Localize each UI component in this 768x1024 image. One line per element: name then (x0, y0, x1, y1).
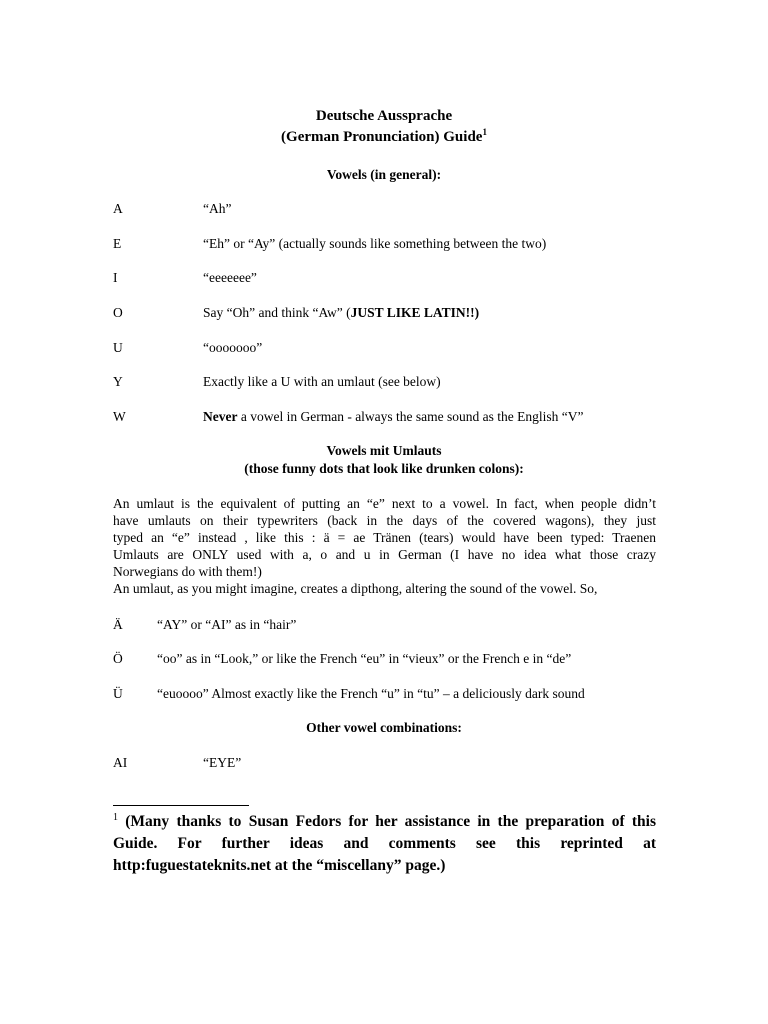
umlaut-letter: Ä (113, 617, 123, 632)
paragraph-line: Umlauts are ONLY used with a, o and u in German (I have no idea what those crazy (113, 547, 656, 562)
vowel-description: Never a vowel in German - always the same sound as the English “V” (203, 409, 584, 424)
title-line-2: (German Pronunciation) Guide (281, 129, 483, 145)
paragraph-line: have umlauts on their typewriters (back in the days of the covered wagons), they just (113, 513, 656, 528)
footnote (113, 811, 656, 877)
umlaut-heading-line-2: (those funny dots that look like drunken colons): (244, 461, 524, 476)
combo-letters: AI (113, 755, 128, 770)
umlaut-description: “euoooo” Almost exactly like the French “u” in “tu” – a deliciously dark sound (157, 686, 585, 701)
umlaut-subheading (0, 461, 768, 477)
footnote-mark: 1 (113, 811, 118, 823)
vowel-letter: Y (113, 374, 123, 389)
emphasis-text: JUST LIKE LATIN!!) (350, 305, 480, 320)
paragraph-line: An umlaut is the equivalent of putting an “e” next to a vowel. In fact, when people didn’t (113, 496, 656, 511)
vowel-letter: U (113, 340, 123, 355)
footnote-line: $^1$ (Many thanks to Susan Fedors for her assistance in the preparation of this (113, 811, 656, 830)
footnote-line: Guide. For further ideas and comments see this reprinted at (113, 835, 656, 852)
footnote-line: http:fuguestateknits.net at the “miscellany” page.) (113, 857, 446, 874)
umlaut-heading (0, 443, 768, 459)
footnote-divider (113, 805, 249, 806)
vowel-letter: E (113, 236, 122, 251)
paragraph-second: An umlaut, as you might imagine, creates a dipthong, altering the sound of the vowel. So, (113, 581, 598, 596)
footnote-reference: 1 (482, 127, 487, 137)
vowel-letter: A (113, 201, 123, 216)
vowel-letter: I (113, 270, 118, 285)
vowel-description: Say “Oh” and think “Aw” (JUST LIKE LATIN!!) (203, 305, 480, 320)
vowel-letter: W (113, 409, 126, 424)
umlaut-description: “AY” or “AI” as in “hair” (157, 617, 297, 632)
vowel-description: Exactly like a U with an umlaut (see below) (203, 374, 441, 389)
umlaut-letter: Ü (113, 686, 123, 701)
title-line-1: Deutsche Aussprache (315, 108, 453, 124)
document-subtitle (0, 129, 768, 146)
vowel-description: “Ah” (203, 201, 232, 216)
paragraph-line: typed an “e” instead , like this : ä = ae Tränen (tears) would have been typed: Traenen (113, 530, 656, 545)
umlaut-heading-line-1: Vowels mit Umlauts (326, 443, 442, 458)
document-title (0, 108, 768, 125)
umlaut-letter: Ö (113, 651, 123, 666)
vowel-description: “eeeeeee” (203, 270, 257, 285)
vowel-description: “Eh” or “Ay” (actually sounds like something between the two) (203, 236, 547, 251)
vowel-description: “ooooooo” (203, 340, 263, 355)
vowels-heading: Vowels (in general): (326, 167, 442, 182)
emphasis-text: Never (203, 409, 238, 424)
combos-heading: Other vowel combinations: (306, 720, 462, 735)
umlaut-paragraph (113, 495, 656, 597)
combo-description: “EYE” (203, 755, 242, 770)
paragraph-line: Norwegians do with them!) (113, 564, 262, 579)
vowel-letter: O (113, 305, 123, 320)
umlaut-description: “oo” as in “Look,” or like the French “eu” in “vieux” or the French e in “de” (157, 651, 572, 666)
